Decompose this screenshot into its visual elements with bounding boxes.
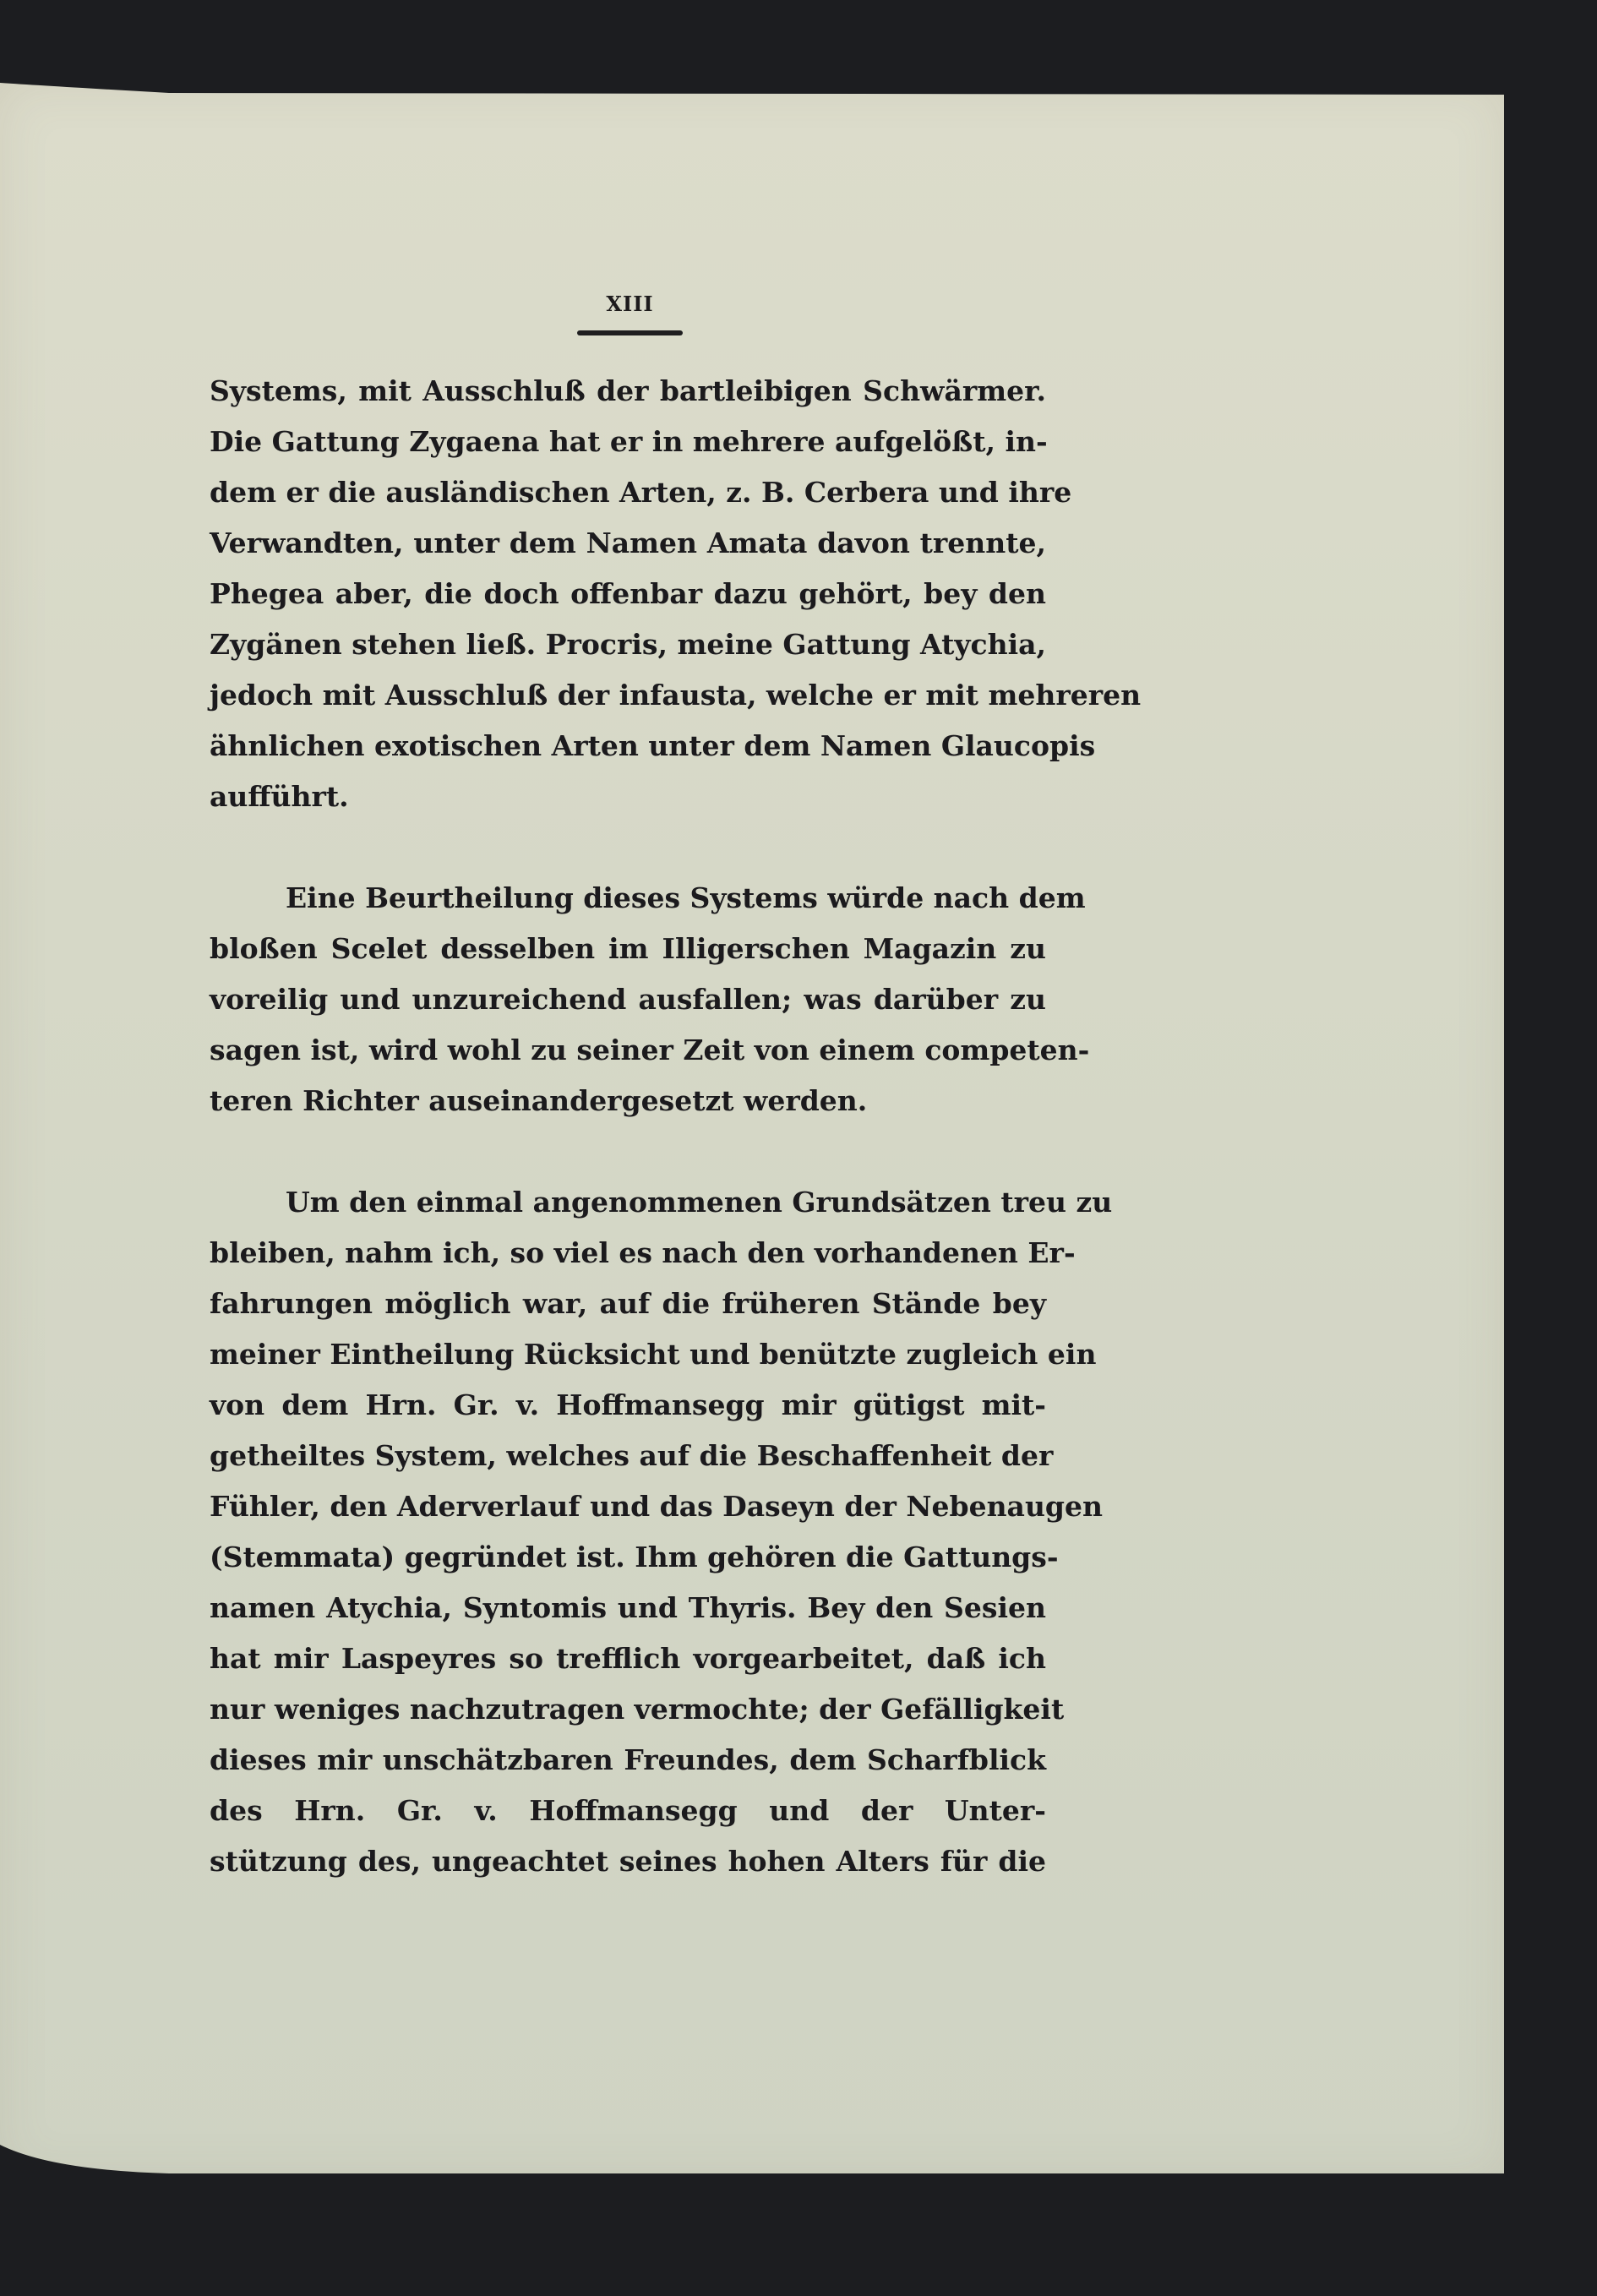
text-line: aufführt. [210, 780, 349, 813]
text-line: Zygänen stehen ließ. Procris, meine Gattung Atychia, [210, 628, 1046, 661]
text-line: des Hrn. Gr. v. Hoffmansegg und der Unter- [210, 1794, 1046, 1827]
text-line: stützung des, ungeachtet seines hohen Alters für die [210, 1845, 1046, 1878]
text-line: Eine Beurtheilung dieses Systems würde nach dem [286, 881, 1086, 914]
text-line: Systems, mit Ausschluß der bartleibigen Schwärmer. [210, 374, 1046, 407]
text-line: Um den einmal angenommenen Grundsätzen treu zu [286, 1186, 1113, 1219]
body-text [210, 366, 1142, 1887]
text-line: Die Gattung Zygaena hat er in mehrere aufgelößt, in- [210, 425, 1048, 458]
paragraph-gap [210, 822, 1046, 873]
page-number: XIII [606, 292, 654, 316]
text-line: Phegea aber, die doch offenbar dazu gehört, bey den [210, 577, 1046, 610]
text-line: jedoch mit Ausschluß der infausta, welche er mit mehreren [210, 679, 1142, 712]
text-line: namen Atychia, Syntomis und Thyris. Bey den Sesien [210, 1591, 1046, 1624]
text-line: teren Richter auseinandergesetzt werden. [210, 1084, 868, 1117]
text-line: dem er die ausländischen Arten, z. B. Cerbera und ihre [210, 476, 1072, 509]
text-line: ähnlichen exotischen Arten unter dem Namen Glaucopis [210, 729, 1096, 762]
text-line: getheiltes System, welches auf die Beschaffenheit der [210, 1439, 1054, 1472]
text-line: bloßen Scelet desselben im Illigerschen Magazin zu [210, 932, 1046, 965]
text-line: dieses mir unschätzbaren Freundes, dem Scharfblick [210, 1743, 1046, 1776]
text-line: Verwandten, unter dem Namen Amata davon trennte, [210, 526, 1046, 559]
text-line: fahrungen möglich war, auf die früheren Stände bey [210, 1287, 1046, 1320]
text-line: (Stemmata) gegründet ist. Ihm gehören die Gattungs- [210, 1541, 1059, 1573]
text-line: bleiben, nahm ich, so viel es nach den vorhandenen Er- [210, 1236, 1076, 1269]
text-line: hat mir Laspeyres so trefflich vorgearbeitet, daß ich [210, 1642, 1046, 1675]
paragraph [210, 873, 1090, 1126]
header-rule [577, 330, 683, 335]
text-line: nur weniges nachzutragen vermochte; der Gefälligkeit [210, 1693, 1065, 1726]
text-line: meiner Eintheilung Rücksicht und benützte zugleich ein [210, 1338, 1097, 1371]
paragraph-gap [210, 1126, 1046, 1177]
text-line: von dem Hrn. Gr. v. Hoffmansegg mir gütigst mit- [210, 1388, 1046, 1421]
paragraph [210, 1177, 1113, 1887]
paragraph [210, 366, 1142, 822]
page-header [577, 292, 683, 335]
text-line: sagen ist, wird wohl zu seiner Zeit von einem competen- [210, 1033, 1090, 1066]
text-line: Fühler, den Aderverlauf und das Daseyn der Nebenaugen [210, 1490, 1103, 1523]
text-line: voreilig und unzureichend ausfallen; was darüber zu [210, 983, 1046, 1016]
